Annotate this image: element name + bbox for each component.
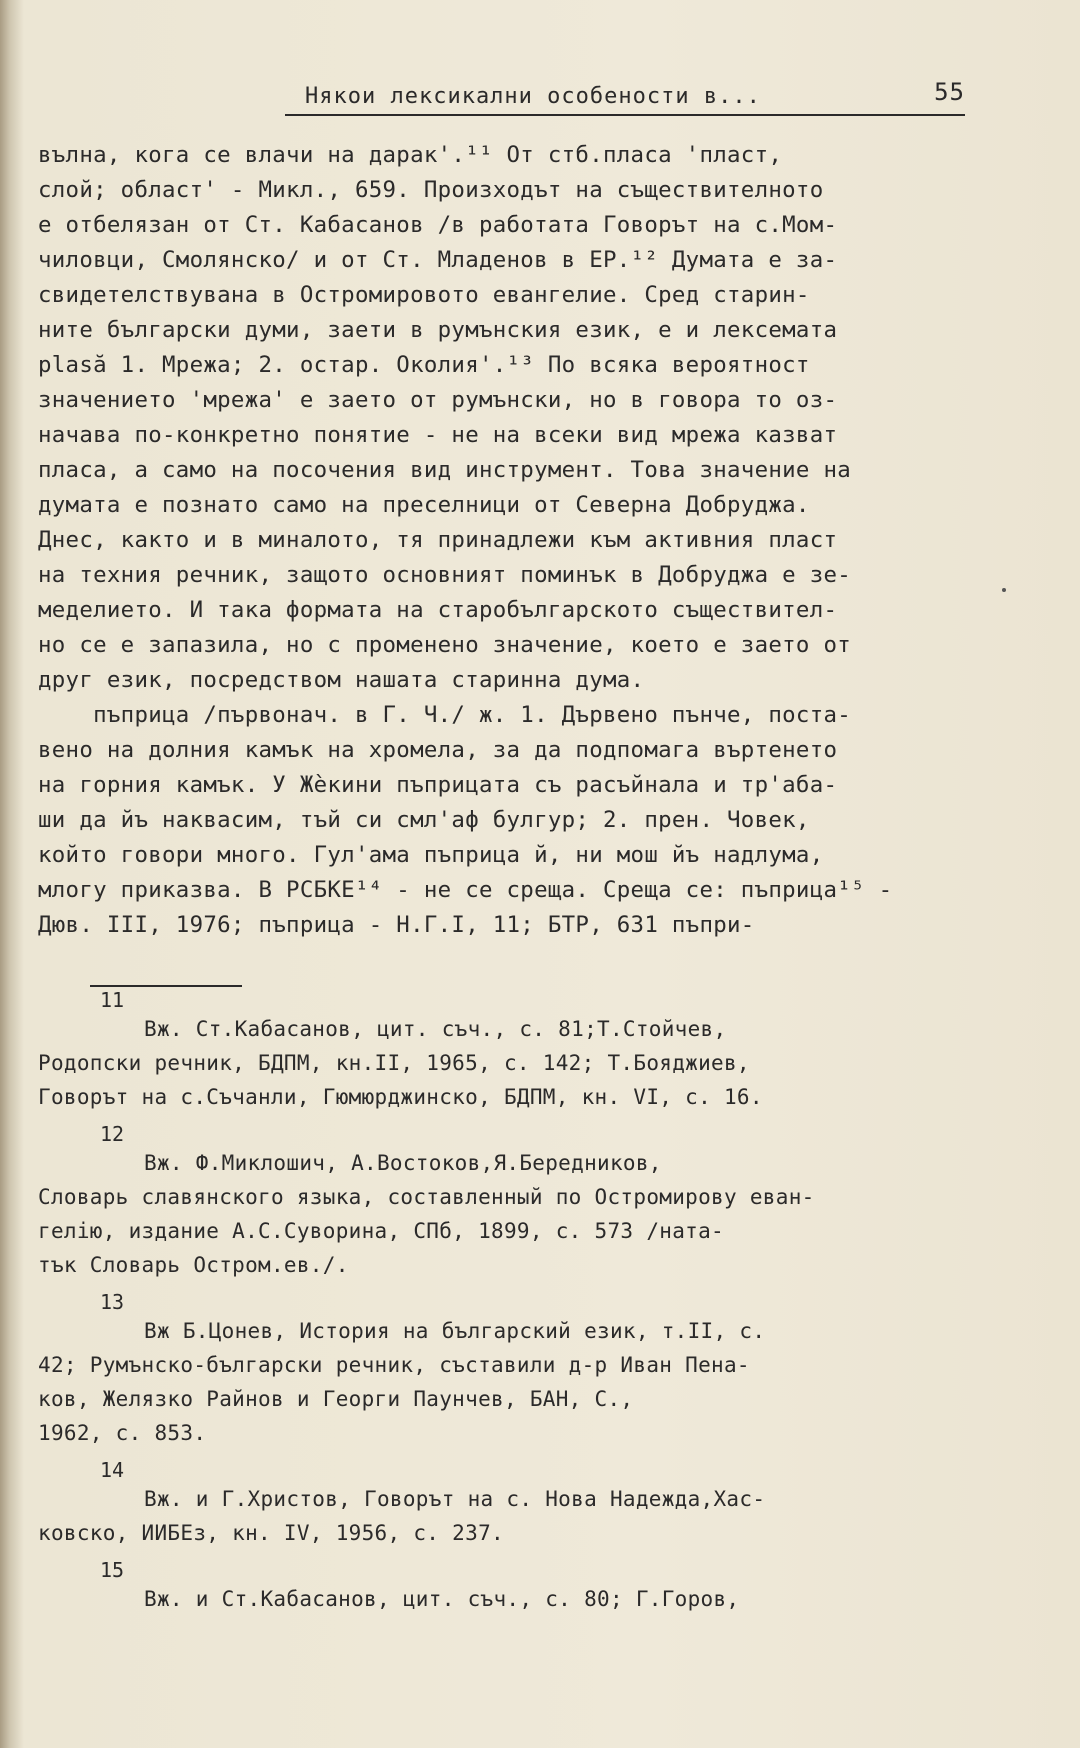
footnote-line: 1962, с. 853. xyxy=(38,1421,207,1445)
footnote-line: Говорът на с.Съчанли, Гюмюрджинско, БДПМ, кн. VI, с. 16. xyxy=(38,1085,763,1109)
text-line: друг език, посредством нашата старинна дума. xyxy=(38,667,645,693)
text-line: млогу приказва. В РСБКЕ¹⁴ - не се среща. Среща се: пъприца¹⁵ - xyxy=(38,877,893,903)
text-line: ните български думи, заети в румънския език, е и лексемата xyxy=(38,317,838,343)
footnote-number: 13 xyxy=(100,1290,125,1314)
text-line: но се е запазила, но с променено значение, което е заето от xyxy=(38,632,852,658)
header-rule xyxy=(285,114,965,116)
footnote-separator xyxy=(90,985,242,987)
text-line: вено на долния камък на хромела, за да подпомага въртенето xyxy=(38,737,838,763)
footnote xyxy=(38,1458,988,1550)
footnote-line: тък Словарь Остром.ев./. xyxy=(38,1253,349,1277)
text-line: слой; област' - Микл., 659. Произходът на съществителното xyxy=(38,177,824,203)
text-line: на горния камък. У Жѐкини пъприцата съ расъйнала и тр'аба- xyxy=(38,772,838,798)
text-line: значението 'мрежа' е заето от румънски, но в говора то оз- xyxy=(38,387,838,413)
footnote-line: Родопски речник, БДПМ, кн.II, 1965, с. 142; Т.Бояджиев, xyxy=(38,1051,750,1075)
footnote-line: Вж. Ф.Миклошич, А.Востоков,Я.Бередников, xyxy=(144,1151,662,1175)
text-line: чиловци, Смолянско/ и от Ст. Младенов в ЕР.¹² Думата е за- xyxy=(38,247,838,273)
scan-speck xyxy=(1002,588,1006,592)
text-line: е отбелязан от Ст. Кабасанов /в работата Говорът на с.Мом- xyxy=(38,212,838,238)
footnote-line: ковско, ИИБЕз, кн. IV, 1956, с. 237. xyxy=(38,1521,504,1545)
text-line: който говори много. Гул'ама пъприца й, ни мош йъ надлума, xyxy=(38,842,824,868)
text-line: на техния речник, защото основният поминък в Добруджа е зе- xyxy=(38,562,852,588)
text-line: пласа, а само на посочения вид инструмент. Това значение на xyxy=(38,457,852,483)
footnote xyxy=(38,988,988,1114)
text-line: ши да йъ наквасим, тъй си смл'аф булгур; 2. прен. Човек, xyxy=(38,807,810,833)
main-text xyxy=(38,138,978,943)
footnote-line: ков, Желязко Райнов и Георги Паунчев, БАН, С., xyxy=(38,1387,634,1411)
footnote-line: Вж Б.Цонев, История на българский език, т.II, с. xyxy=(144,1319,766,1343)
footnote-line: 42; Румънско-български речник, съставили д-р Иван Пена- xyxy=(38,1353,750,1377)
text-line: думата е познато само на преселници от Северна Добруджа. xyxy=(38,492,810,518)
text-line: Днес, както и в миналото, тя принадлежи към активния пласт xyxy=(38,527,838,553)
footnote-number: 15 xyxy=(100,1558,125,1582)
running-header-title: Някои лексикални особености в... xyxy=(305,84,761,109)
footnote-line: Словарь славянского языка, составленный по Остромирову еван- xyxy=(38,1185,815,1209)
page-number: 55 xyxy=(934,78,965,106)
text-line: начава по-конкретно понятие - не на всеки вид мрежа казват xyxy=(38,422,838,448)
footnote-line: гелiю, издание А.С.Суворина, СПб, 1899, с. 573 /ната- xyxy=(38,1219,724,1243)
text-line: меделието. И така формата на старобългарското съществител- xyxy=(38,597,838,623)
footnote-line: Вж. и Ст.Кабасанов, цит. съч., с. 80; Г.Горов, xyxy=(144,1587,740,1611)
footnote xyxy=(38,1558,988,1616)
text-line: Дюв. III, 1976; пъприца - Н.Г.I, 11; БТР, 631 пъпри- xyxy=(38,912,755,938)
text-line: пъприца /първонач. в Г. Ч./ ж. 1. Дървено пънче, поста- xyxy=(38,702,852,728)
footnote-line: Вж. Ст.Кабасанов, цит. съч., с. 81;Т.Стойчев, xyxy=(144,1017,727,1041)
footnote xyxy=(38,1122,988,1282)
text-line: свидетелствувана в Остромировото евангелие. Сред старин- xyxy=(38,282,810,308)
footnote xyxy=(38,1290,988,1450)
footnotes xyxy=(38,988,988,1624)
footnote-number: 12 xyxy=(100,1122,125,1146)
running-header xyxy=(285,78,965,116)
text-line: plasă 1. Мрежа; 2. остар. Околия'.¹³ По всяка вероятност xyxy=(38,352,810,378)
footnote-number: 11 xyxy=(100,988,125,1012)
footnote-number: 14 xyxy=(100,1458,125,1482)
footnote-line: Вж. и Г.Христов, Говорът на с. Нова Надежда,Хас- xyxy=(144,1487,766,1511)
text-line: вълна, кога се влачи на дарак'.¹¹ От стб.плаcа 'пласт, xyxy=(38,142,783,168)
